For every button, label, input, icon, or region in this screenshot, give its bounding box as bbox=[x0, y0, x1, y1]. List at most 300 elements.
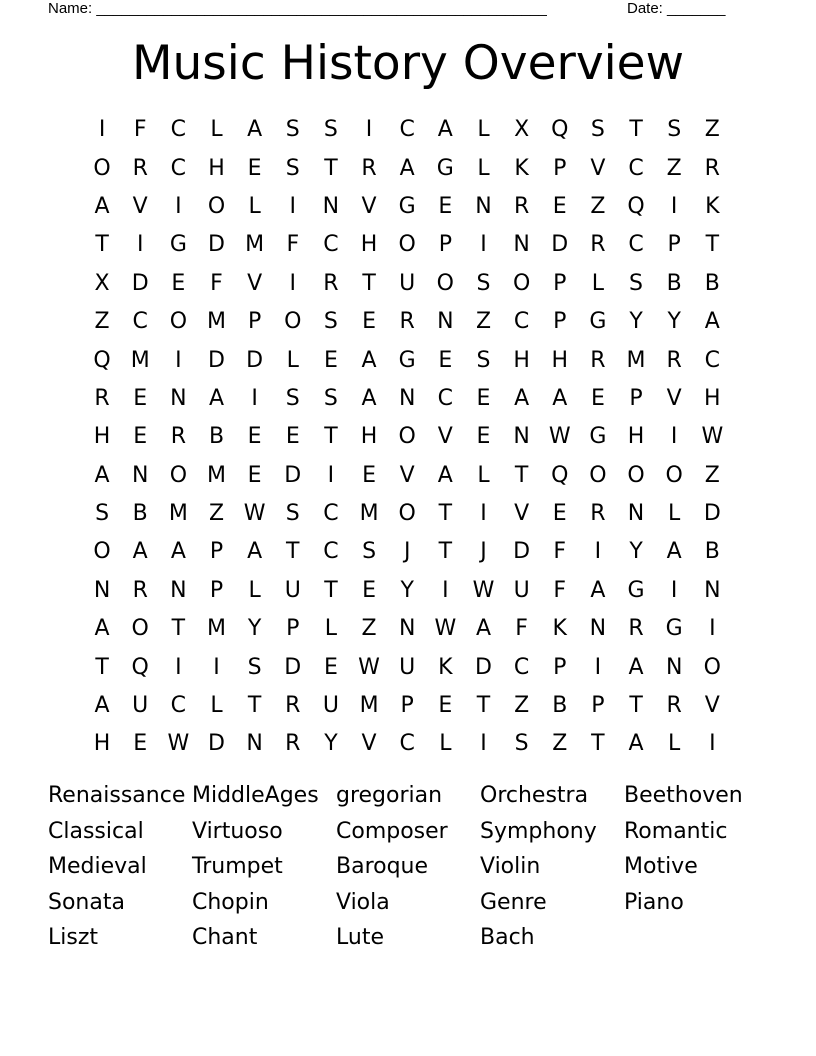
grid-letter: E bbox=[133, 424, 148, 450]
word-bank-item: Genre bbox=[480, 889, 547, 915]
grid-letter: E bbox=[362, 577, 376, 603]
grid-letter: Y bbox=[400, 577, 414, 603]
grid-letter: M bbox=[359, 693, 379, 719]
grid-letter: H bbox=[93, 731, 111, 757]
grid-letter: U bbox=[513, 577, 530, 603]
grid-letter: V bbox=[437, 424, 453, 450]
grid-letter: S bbox=[476, 270, 491, 296]
grid-letter: I bbox=[136, 232, 144, 258]
grid-letter: Q bbox=[131, 654, 149, 680]
grid-letter: D bbox=[703, 501, 721, 527]
grid-letter: T bbox=[324, 424, 338, 450]
grid-letter: Z bbox=[704, 462, 720, 488]
grid-row bbox=[83, 418, 733, 456]
grid-letter: I bbox=[480, 501, 487, 527]
grid-letter: Q bbox=[627, 193, 645, 219]
grid-letter: S bbox=[285, 155, 300, 181]
grid-letter: F bbox=[553, 539, 567, 565]
grid-letter: S bbox=[247, 654, 262, 680]
grid-letter: M bbox=[207, 616, 226, 642]
grid-letter: O bbox=[703, 654, 721, 680]
grid-letter: A bbox=[552, 385, 568, 411]
grid-letter: S bbox=[323, 117, 338, 143]
grid-letter: W bbox=[548, 424, 571, 450]
grid-letter: B bbox=[208, 424, 225, 450]
grid-letter: C bbox=[437, 385, 454, 411]
grid-letter: B bbox=[552, 693, 568, 719]
grid-letter: Z bbox=[475, 309, 492, 335]
grid-letter: I bbox=[289, 270, 297, 296]
grid-letter: N bbox=[398, 616, 416, 642]
grid-row bbox=[83, 495, 733, 533]
grid-letter: R bbox=[590, 501, 606, 527]
grid-row bbox=[83, 687, 733, 725]
grid-letter: E bbox=[552, 501, 567, 527]
word-bank-item: Piano bbox=[624, 889, 684, 915]
grid-letter: P bbox=[247, 309, 262, 335]
grid-letter: V bbox=[590, 155, 606, 181]
grid-letter: P bbox=[553, 155, 567, 181]
grid-letter: I bbox=[365, 117, 373, 143]
word-bank-item: Composer bbox=[336, 818, 448, 844]
grid-letter: O bbox=[398, 232, 416, 258]
word-bank-item: Viola bbox=[336, 889, 390, 915]
grid-letter: I bbox=[594, 654, 602, 680]
grid-letter: W bbox=[472, 577, 495, 603]
grid-letter: C bbox=[323, 501, 339, 527]
grid-letter: I bbox=[442, 577, 449, 603]
grid-letter: S bbox=[476, 347, 491, 373]
grid-letter: C bbox=[170, 117, 187, 143]
grid-letter: A bbox=[628, 654, 644, 680]
grid-letter: S bbox=[667, 117, 682, 143]
grid-letter: J bbox=[403, 539, 411, 565]
grid-letter: K bbox=[438, 654, 453, 680]
grid-letter: G bbox=[436, 155, 454, 181]
grid-letter: G bbox=[398, 193, 416, 219]
grid-letter: E bbox=[552, 193, 567, 219]
grid-letter: K bbox=[705, 193, 720, 219]
grid-row bbox=[83, 533, 733, 571]
grid-letter: N bbox=[93, 577, 111, 603]
grid-letter: R bbox=[513, 193, 530, 219]
grid-letter: O bbox=[131, 616, 149, 642]
grid-letter: T bbox=[438, 501, 453, 527]
grid-letter: S bbox=[362, 539, 377, 565]
word-bank-item: Renaissance bbox=[48, 783, 186, 808]
grid-letter: R bbox=[170, 424, 186, 450]
grid-letter: O bbox=[169, 309, 188, 335]
grid-letter: Z bbox=[666, 155, 682, 181]
grid-letter: O bbox=[169, 462, 188, 488]
grid-letter: L bbox=[248, 193, 261, 219]
grid-letter: E bbox=[476, 424, 491, 450]
grid-letter: I bbox=[670, 424, 678, 450]
grid-letter: L bbox=[439, 731, 452, 757]
grid-letter: U bbox=[399, 654, 416, 680]
grid-letter: D bbox=[208, 731, 225, 757]
grid-letter: A bbox=[170, 539, 186, 565]
grid-letter: T bbox=[324, 577, 338, 603]
grid-letter: Z bbox=[590, 193, 606, 219]
grid-row bbox=[83, 572, 733, 610]
grid-letter: P bbox=[591, 693, 605, 719]
grid-letter: D bbox=[208, 232, 225, 258]
grid-letter: O bbox=[665, 462, 683, 488]
grid-letter: H bbox=[208, 155, 225, 181]
grid-letter: R bbox=[666, 347, 682, 373]
letter-grid bbox=[83, 111, 733, 764]
grid-letter: F bbox=[133, 117, 147, 143]
grid-letter: B bbox=[666, 270, 682, 296]
grid-letter: R bbox=[666, 693, 682, 719]
grid-letter: T bbox=[591, 731, 605, 757]
grid-letter: L bbox=[210, 117, 223, 143]
grid-letter: P bbox=[209, 577, 224, 603]
grid-letter: A bbox=[94, 616, 110, 642]
grid-letter: U bbox=[284, 577, 301, 603]
word-bank-item: Chant bbox=[192, 925, 258, 951]
grid-letter: N bbox=[665, 654, 683, 680]
word-bank-item: Virtuoso bbox=[192, 818, 283, 844]
grid-letter: X bbox=[94, 270, 110, 296]
grid-letter: S bbox=[285, 501, 300, 527]
grid-letter: C bbox=[170, 155, 187, 181]
grid-letter: Z bbox=[552, 731, 568, 757]
grid-letter: H bbox=[93, 424, 111, 450]
word-bank-item: Medieval bbox=[48, 854, 147, 880]
grid-letter: V bbox=[704, 693, 720, 719]
grid-letter: A bbox=[94, 193, 110, 219]
grid-letter: Q bbox=[93, 347, 111, 373]
grid-letter: S bbox=[629, 270, 644, 296]
grid-letter: P bbox=[400, 693, 414, 719]
grid-letter: N bbox=[170, 577, 187, 603]
grid-letter: E bbox=[133, 731, 148, 757]
grid-letter: R bbox=[628, 616, 644, 642]
grid-letter: I bbox=[175, 347, 182, 373]
grid-letter: W bbox=[358, 654, 380, 680]
grid-letter: T bbox=[629, 117, 643, 143]
grid-letter: V bbox=[514, 501, 530, 527]
grid-letter: L bbox=[248, 577, 261, 603]
grid-letter: O bbox=[93, 539, 111, 565]
grid-letter: A bbox=[208, 385, 225, 411]
grid-letter: S bbox=[590, 117, 605, 143]
grid-row bbox=[83, 610, 733, 648]
grid-letter: E bbox=[438, 193, 453, 219]
grid-letter: K bbox=[552, 616, 567, 642]
word-bank-item: Sonata bbox=[48, 889, 125, 915]
grid-letter: G bbox=[665, 616, 683, 642]
grid-letter: U bbox=[322, 693, 339, 719]
grid-letter: A bbox=[399, 155, 415, 181]
grid-letter: N bbox=[589, 616, 607, 642]
grid-letter: R bbox=[132, 577, 148, 603]
grid-letter: K bbox=[514, 155, 529, 181]
grid-letter: C bbox=[323, 539, 339, 565]
grid-letter: A bbox=[475, 616, 491, 642]
grid-letter: P bbox=[209, 539, 224, 565]
grid-letter: A bbox=[628, 731, 644, 757]
grid-row bbox=[83, 648, 733, 686]
grid-letter: O bbox=[93, 155, 111, 181]
grid-letter: R bbox=[590, 347, 606, 373]
grid-letter: R bbox=[704, 155, 720, 181]
grid-letter: O bbox=[589, 462, 607, 488]
grid-letter: T bbox=[705, 232, 720, 258]
word-bank-item: Violin bbox=[480, 854, 541, 880]
grid-letter: N bbox=[246, 731, 263, 757]
grid-letter: H bbox=[513, 347, 530, 373]
grid-letter: U bbox=[132, 693, 149, 719]
grid-letter: N bbox=[513, 232, 530, 258]
grid-letter: C bbox=[399, 117, 415, 143]
grid-letter: Z bbox=[208, 501, 225, 527]
grid-letter: A bbox=[94, 462, 110, 488]
grid-letter: I bbox=[709, 731, 716, 757]
grid-letter: Z bbox=[704, 117, 720, 143]
grid-letter: E bbox=[362, 462, 376, 488]
grid-letter: P bbox=[438, 232, 452, 258]
word-bank-item: Motive bbox=[624, 854, 698, 880]
grid-letter: T bbox=[362, 270, 376, 296]
grid-letter: X bbox=[514, 117, 530, 143]
grid-letter: N bbox=[170, 385, 187, 411]
grid-letter: W bbox=[434, 616, 457, 642]
header-line bbox=[48, 0, 748, 20]
grid-row bbox=[83, 111, 733, 149]
grid-letter: H bbox=[627, 424, 645, 450]
grid-letter: I bbox=[480, 731, 487, 757]
grid-letter: R bbox=[285, 693, 301, 719]
grid-letter: I bbox=[327, 462, 335, 488]
grid-letter: P bbox=[286, 616, 300, 642]
grid-letter: A bbox=[132, 539, 148, 565]
name-field: Name: ______________________________________________________ bbox=[48, 0, 547, 17]
grid-letter: N bbox=[704, 577, 721, 603]
word-bank-item: MiddleAges bbox=[192, 783, 319, 808]
grid-row bbox=[83, 303, 733, 341]
grid-letter: G bbox=[589, 309, 607, 335]
grid-letter: D bbox=[475, 654, 492, 680]
grid-letter: L bbox=[286, 347, 299, 373]
grid-letter: I bbox=[480, 232, 487, 258]
grid-row bbox=[83, 188, 733, 226]
grid-letter: M bbox=[359, 501, 379, 527]
grid-letter: I bbox=[175, 654, 182, 680]
grid-letter: B bbox=[704, 539, 720, 565]
grid-letter: E bbox=[171, 270, 186, 296]
grid-letter: T bbox=[629, 693, 643, 719]
grid-letter: B bbox=[704, 270, 720, 296]
grid-letter: L bbox=[324, 616, 338, 642]
grid-letter: E bbox=[323, 347, 338, 373]
grid-letter: O bbox=[627, 462, 645, 488]
grid-letter: I bbox=[594, 539, 602, 565]
grid-letter: N bbox=[475, 193, 492, 219]
page-title: Music History Overview bbox=[131, 36, 685, 91]
grid-letter: T bbox=[95, 232, 109, 258]
grid-letter: L bbox=[477, 462, 490, 488]
grid-letter: Z bbox=[94, 309, 110, 335]
grid-letter: O bbox=[398, 424, 416, 450]
grid-letter: E bbox=[476, 385, 491, 411]
grid-letter: T bbox=[247, 693, 262, 719]
grid-letter: C bbox=[323, 232, 339, 258]
grid-letter: F bbox=[515, 616, 528, 642]
grid-letter: P bbox=[629, 385, 643, 411]
grid-letter: S bbox=[323, 385, 338, 411]
word-bank-item: gregorian bbox=[336, 783, 443, 808]
grid-letter: D bbox=[208, 347, 225, 373]
grid-letter: E bbox=[247, 462, 262, 488]
word-bank-item: Chopin bbox=[192, 889, 269, 915]
grid-letter: T bbox=[286, 539, 300, 565]
grid-letter: N bbox=[398, 385, 416, 411]
grid-letter: R bbox=[132, 155, 148, 181]
grid-letter: Y bbox=[247, 616, 262, 642]
grid-letter: R bbox=[361, 155, 377, 181]
grid-letter: S bbox=[285, 385, 300, 411]
grid-letter: I bbox=[175, 193, 182, 219]
grid-letter: Y bbox=[629, 539, 643, 565]
grid-letter: Y bbox=[629, 309, 643, 335]
grid-letter: V bbox=[247, 270, 263, 296]
grid-letter: M bbox=[207, 309, 226, 335]
grid-letter: R bbox=[399, 309, 415, 335]
grid-letter: T bbox=[476, 693, 491, 719]
grid-letter: A bbox=[590, 577, 606, 603]
grid-letter: T bbox=[438, 539, 453, 565]
word-bank-item: Trumpet bbox=[192, 854, 283, 880]
grid-letter: E bbox=[438, 693, 453, 719]
grid-letter: I bbox=[670, 577, 678, 603]
grid-letter: D bbox=[551, 232, 569, 258]
grid-row bbox=[83, 725, 733, 763]
grid-letter: S bbox=[285, 117, 300, 143]
grid-letter: T bbox=[324, 155, 338, 181]
grid-letter: C bbox=[399, 731, 415, 757]
grid-letter: A bbox=[247, 117, 263, 143]
grid-letter: M bbox=[168, 501, 188, 527]
grid-letter: I bbox=[251, 385, 258, 411]
grid-letter: H bbox=[360, 232, 378, 258]
grid-letter: U bbox=[399, 270, 416, 296]
grid-letter: L bbox=[668, 501, 681, 527]
grid-letter: N bbox=[513, 424, 530, 450]
grid-letter: V bbox=[132, 193, 148, 219]
grid-letter: S bbox=[95, 501, 110, 527]
word-bank-item: Classical bbox=[48, 818, 144, 844]
grid-letter: E bbox=[590, 385, 605, 411]
grid-row bbox=[83, 149, 733, 187]
grid-row bbox=[83, 265, 733, 303]
grid-row bbox=[83, 380, 733, 418]
grid-letter: C bbox=[513, 309, 530, 335]
grid-letter: G bbox=[589, 424, 607, 450]
grid-letter: J bbox=[480, 539, 487, 565]
grid-letter: P bbox=[553, 654, 567, 680]
grid-letter: H bbox=[704, 385, 721, 411]
grid-letter: A bbox=[704, 309, 720, 335]
grid-letter: D bbox=[513, 539, 531, 565]
word-bank-item: Beethoven bbox=[624, 783, 743, 808]
grid-letter: N bbox=[627, 501, 645, 527]
word-bank-item: Bach bbox=[480, 925, 535, 951]
grid-letter: C bbox=[170, 693, 187, 719]
word-bank-item: Symphony bbox=[480, 818, 597, 844]
grid-letter: O bbox=[207, 193, 226, 219]
grid-letter: A bbox=[437, 462, 453, 488]
grid-letter: L bbox=[668, 731, 681, 757]
grid-row bbox=[83, 457, 733, 495]
grid-letter: O bbox=[398, 501, 416, 527]
grid-letter: I bbox=[670, 193, 678, 219]
grid-letter: G bbox=[398, 347, 416, 373]
grid-letter: P bbox=[553, 309, 567, 335]
grid-letter: P bbox=[553, 270, 567, 296]
grid-letter: T bbox=[95, 654, 109, 680]
grid-letter: D bbox=[284, 462, 302, 488]
grid-row bbox=[83, 226, 733, 264]
grid-letter: E bbox=[438, 347, 453, 373]
grid-letter: Z bbox=[514, 693, 530, 719]
grid-letter: E bbox=[362, 309, 376, 335]
grid-letter: F bbox=[210, 270, 223, 296]
grid-letter: A bbox=[94, 693, 110, 719]
word-bank-item: Romantic bbox=[624, 818, 728, 844]
grid-letter: S bbox=[514, 731, 529, 757]
grid-letter: M bbox=[207, 462, 226, 488]
grid-letter: R bbox=[323, 270, 339, 296]
grid-letter: W bbox=[167, 731, 190, 757]
grid-letter: D bbox=[284, 654, 302, 680]
grid-letter: O bbox=[284, 309, 302, 335]
grid-letter: O bbox=[436, 270, 454, 296]
grid-letter: M bbox=[626, 347, 646, 373]
grid-letter: V bbox=[361, 193, 377, 219]
grid-letter: L bbox=[591, 270, 605, 296]
grid-letter: E bbox=[247, 424, 262, 450]
grid-letter: V bbox=[666, 385, 682, 411]
grid-letter: Y bbox=[667, 309, 681, 335]
grid-letter: V bbox=[361, 731, 377, 757]
grid-letter: I bbox=[709, 616, 716, 642]
grid-letter: I bbox=[98, 117, 106, 143]
word-bank-item: Liszt bbox=[48, 925, 99, 951]
word-bank bbox=[48, 778, 768, 956]
grid-letter: C bbox=[628, 155, 644, 181]
date-field: Date: _______ bbox=[627, 0, 726, 17]
grid-letter: T bbox=[514, 462, 529, 488]
grid-letter: A bbox=[666, 539, 682, 565]
grid-letter: H bbox=[551, 347, 569, 373]
grid-letter: R bbox=[285, 731, 301, 757]
grid-letter: Q bbox=[551, 117, 569, 143]
grid-letter: O bbox=[512, 270, 531, 296]
grid-letter: H bbox=[360, 424, 378, 450]
grid-letter: R bbox=[590, 232, 606, 258]
grid-letter: R bbox=[94, 385, 110, 411]
grid-letter: C bbox=[628, 232, 644, 258]
grid-letter: M bbox=[245, 232, 265, 258]
grid-letter: M bbox=[130, 347, 150, 373]
grid-letter: E bbox=[247, 155, 262, 181]
grid-letter: C bbox=[704, 347, 720, 373]
grid-letter: G bbox=[627, 577, 645, 603]
grid-letter: E bbox=[133, 385, 148, 411]
